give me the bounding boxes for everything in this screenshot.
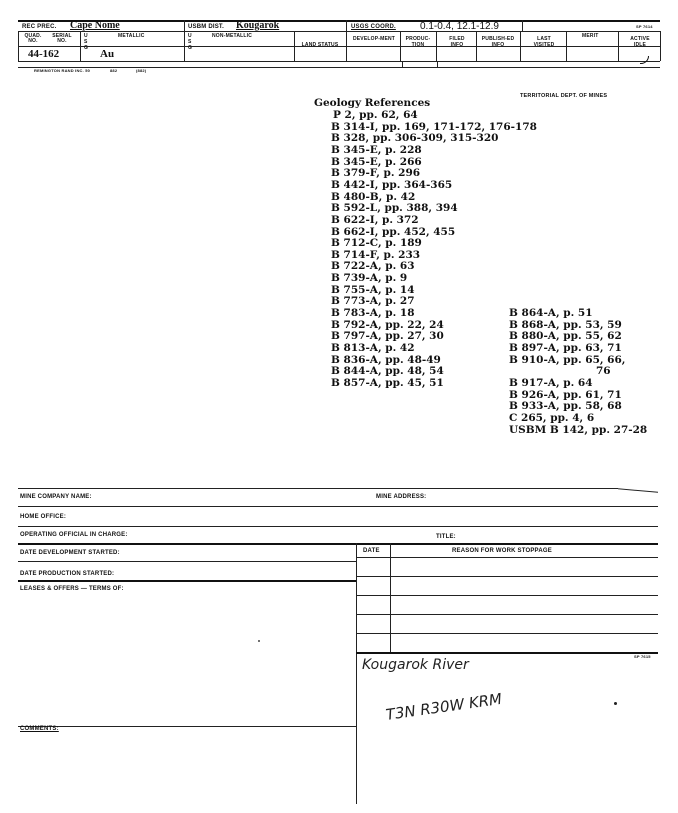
geology-reference-line: B 910-A, pp. 65, 66,	[509, 353, 626, 366]
territorial-dept: TERRITORIAL DEPT. OF MINES	[520, 93, 608, 99]
geology-reference-line: B 345-E, p. 266	[331, 155, 422, 168]
quad-serial-value: 44-162	[28, 48, 60, 60]
comments-label: COMMENTS:	[20, 726, 59, 732]
printer-code-1: 882	[110, 68, 118, 73]
mine-address-label: MINE ADDRESS:	[376, 494, 427, 500]
active-idle-mark	[640, 56, 649, 64]
printer-line: REMINGTON RAND INC. 50	[34, 68, 91, 73]
handwritten-township: T3N R30W KRM	[384, 689, 504, 724]
usgs-coord-label: USGS COORD.	[351, 24, 396, 30]
geology-reference-line: B 773-A, p. 27	[331, 295, 415, 308]
geology-reference-line: B 722-A, p. 63	[331, 260, 415, 273]
geology-reference-line: B 926-A, pp. 61, 71	[509, 388, 622, 401]
geology-reference-line: B 662-I, pp. 452, 455	[331, 225, 456, 238]
geology-reference-line: B 880-A, pp. 55, 62	[509, 330, 622, 343]
geology-reference-line: B 917-A, p. 64	[509, 376, 593, 389]
title-label: TITLE:	[436, 534, 456, 540]
geology-reference-line: B 345-E, p. 228	[331, 143, 422, 156]
col-metallic: METALLIC	[118, 33, 145, 39]
rec-prec-value: Cape Nome	[70, 20, 120, 31]
usgs-coord-value: 0.1-0.4, 12.1-12.9	[420, 21, 499, 32]
col-quad-no: QUAD. NO.	[24, 33, 42, 44]
col-non-metallic: NON-METALLIC	[212, 33, 253, 39]
form-code-top: SP 7614	[636, 24, 653, 29]
col-last-visited: LAST VISITED	[533, 36, 555, 48]
geology-reference-line: B 836-A, pp. 48-49	[331, 353, 441, 366]
handwritten-river: Kougarok River	[362, 657, 469, 673]
col-usg-1: U S G	[84, 33, 89, 51]
geology-reference-line: B 897-A, pp. 63, 71	[509, 341, 622, 354]
geology-reference-line: B 314-I, pp. 169, 171-172, 176-178	[331, 120, 537, 133]
mine-company-name-label: MINE COMPANY NAME:	[20, 494, 92, 500]
col-production: PRODUC-TION	[405, 36, 431, 48]
geology-reference-line: B 712-C, p. 189	[331, 237, 422, 250]
stray-dot	[258, 640, 260, 642]
printer-code-2: (882)	[136, 68, 147, 73]
geology-reference-line: USBM B 142, pp. 27-28	[509, 423, 648, 436]
geology-reference-line: B 328, pp. 306-309, 315-320	[331, 132, 499, 145]
geology-reference-line: B 592-L, pp. 388, 394	[331, 202, 458, 215]
operating-official-label: OPERATING OFFICIAL IN CHARGE:	[20, 532, 128, 538]
geology-reference-line: B 864-A, p. 51	[509, 307, 593, 319]
usbm-dist-label: USBM DIST.	[188, 24, 225, 30]
usbm-dist-value: Kougarok	[236, 20, 280, 31]
metallic-value: Au	[100, 48, 115, 60]
col-development: DEVELOP-MENT	[352, 36, 396, 42]
col-merit: MERIT	[582, 33, 599, 39]
geology-reference-line: C 265, pp. 4, 6	[509, 411, 595, 424]
reason-for-work-stoppage-header: REASON FOR WORK STOPPAGE	[452, 548, 552, 554]
geology-heading: Geology References	[314, 97, 431, 109]
geology-reference-line: B 844-A, pp. 48, 54	[331, 365, 444, 378]
geology-reference-line: B 792-A, pp. 22, 24	[331, 318, 444, 331]
geology-reference-line: B 813-A, p. 42	[331, 342, 415, 354]
geology-reference-line: B 755-A, p. 14	[331, 283, 415, 296]
geology-reference-line: B 797-A, pp. 27, 30	[331, 330, 444, 343]
col-published-info: PUBLISH-ED INFO	[481, 36, 515, 48]
form-code-bottom: SP 7615	[634, 654, 651, 659]
home-office-label: HOME OFFICE:	[20, 514, 67, 520]
leases-offers-label: LEASES & OFFERS — TERMS OF:	[20, 586, 124, 592]
geology-reference-line: B 480-B, p. 42	[331, 190, 416, 203]
rec-prec-label: REC PREC.	[22, 24, 57, 30]
geology-reference-line: P 2, pp. 62, 64	[333, 109, 418, 121]
geology-reference-line: B 379-F, p. 296	[331, 167, 421, 180]
geology-reference-line: B 442-I, pp. 364-365	[331, 178, 453, 191]
col-land-status: LAND STATUS	[301, 42, 339, 48]
geology-reference-line: B 868-A, pp. 53, 59	[509, 318, 622, 331]
col-usg-2: U S G	[188, 33, 193, 51]
stray-dot	[614, 702, 617, 705]
col-filed-info: FILED INFO	[449, 36, 465, 48]
col-active-idle: ACTIVE IDLE	[630, 36, 650, 48]
geology-reference-line: B 857-A, pp. 45, 51	[331, 376, 444, 389]
col-serial-no: SERIAL NO.	[52, 33, 72, 44]
geology-reference-line: B 933-A, pp. 58, 68	[509, 400, 622, 413]
geology-reference-line: B 622-I, p. 372	[331, 213, 419, 226]
geology-reference-line: B 739-A, p. 9	[331, 272, 408, 285]
geology-reference-line: B 783-A, p. 18	[331, 307, 415, 320]
date-production-started-label: DATE PRODUCTION STARTED:	[20, 571, 115, 577]
date-development-started-label: DATE DEVELOPMENT STARTED:	[20, 550, 120, 556]
geology-reference-line: B 714-F, p. 233	[331, 248, 421, 261]
geology-reference-line: 76	[596, 365, 611, 378]
date-header: DATE	[363, 548, 380, 554]
